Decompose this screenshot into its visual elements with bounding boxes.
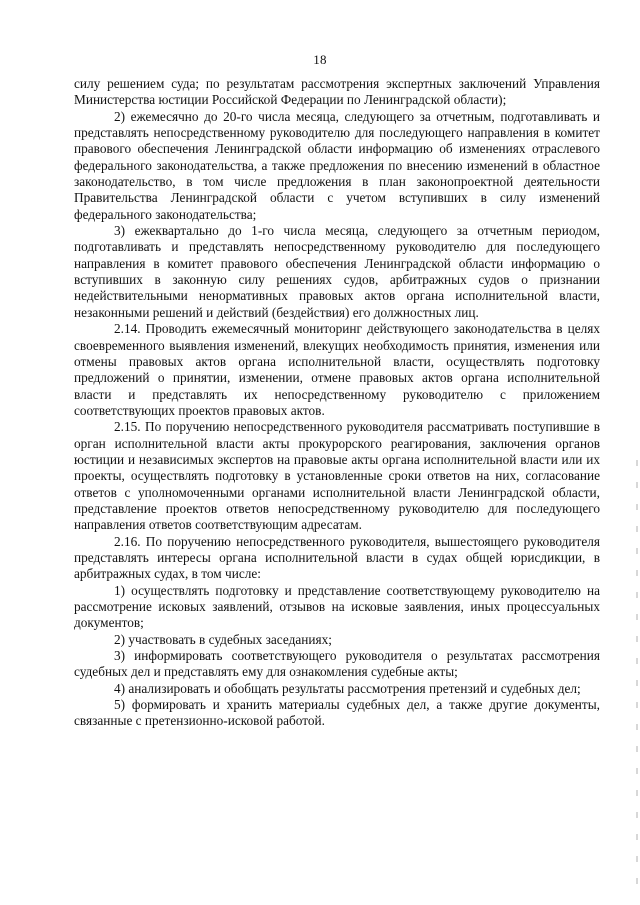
paragraph-2-16-item-4: 4) анализировать и обобщать результаты рассмотрения претензий и судебных дел; <box>114 680 581 696</box>
paragraph-item-3: 3) ежеквартально до 1-го числа месяца, следующего за отчетным периодом, подготавливать и представлять непосредственному руководителю для последующего направления в комитет правового обеспечения Ленинградской области информацию о вступивших в законную силу решениях судов, арбитражных судов о признании недействительными ненормативных правовых актов органа исполнительной власти, незаконными решений и действий (бездействия) его должностных лиц. <box>74 223 600 320</box>
paragraph-2-16-item-5: 5) формировать и хранить материалы судебных дел, а также другие документы, связанные с претензионно-исковой работой. <box>74 697 600 729</box>
scan-edge-artifact <box>636 460 638 900</box>
paragraph-2-16-item-1: 1) осуществлять подготовку и представление соответствующему руководителю на рассмотрение исковых заявлений, отзывов на исковые заявления, иных процессуальных документов; <box>74 582 600 631</box>
paragraph-2-14: 2.14. Проводить ежемесячный мониторинг действующего законодательства в целях своевременного выявления изменений, влекущих необходимость принятия, изменения или отмены правовых актов органа исполнительной власти, осуществлять подготовку предложений о принятии, изменении, отмене правовых актов органа исполнительной власти и представлять их непосредственному руководителю с приложением соответствующих проектов правовых актов. <box>74 321 600 418</box>
paragraph-2-16-item-2: 2) участвовать в судебных заседаниях; <box>114 631 332 647</box>
document-body <box>74 76 600 730</box>
paragraph-2-16-item-3: 3) информировать соответствующего руководителя о результатах рассмотрения судебных дел и представлять ему для ознакомления судебные акты; <box>74 648 600 680</box>
paragraph-2-15: 2.15. По поручению непосредственного руководителя рассматривать поступившие в орган исполнительной власти акты прокурорского реагирования, заключения органов юстиции и независимых экспертов на правовые акты органа исполнительной власти или их проекты, осуществлять подготовку в установленные сроки ответов на них, согласование ответов с уполномоченными органами исполнительной власти Ленинградской области, представление проектов ответов непосредственному руководителю для последующего направления ответов соответствующим адресатам. <box>74 419 600 533</box>
page-number: 18 <box>313 52 327 67</box>
paragraph-item-2: 2) ежемесячно до 20-го числа месяца, следующего за отчетным, подготавливать и представлять непосредственному руководителю для последующего направления в комитет правового обеспечения Ленинградской области информацию об изменениях отраслевого федерального законодательства, а также предложения по внесению изменений в областное законодательство, в том числе предложения в план законопроектной деятельности Правительства Ленинградской области с учетом вступивших в силу изменений федерального законодательства; <box>74 108 600 222</box>
paragraph-continuation: силу решением суда; по результатам рассмотрения экспертных заключений Управления Министерства юстиции Российской Федерации по Ленинградской области); <box>74 76 600 108</box>
paragraph-2-16: 2.16. По поручению непосредственного руководителя, вышестоящего руководителя представлять интересы органа исполнительной власти в судах общей юрисдикции, в арбитражных судах, в том числе: <box>74 533 600 582</box>
